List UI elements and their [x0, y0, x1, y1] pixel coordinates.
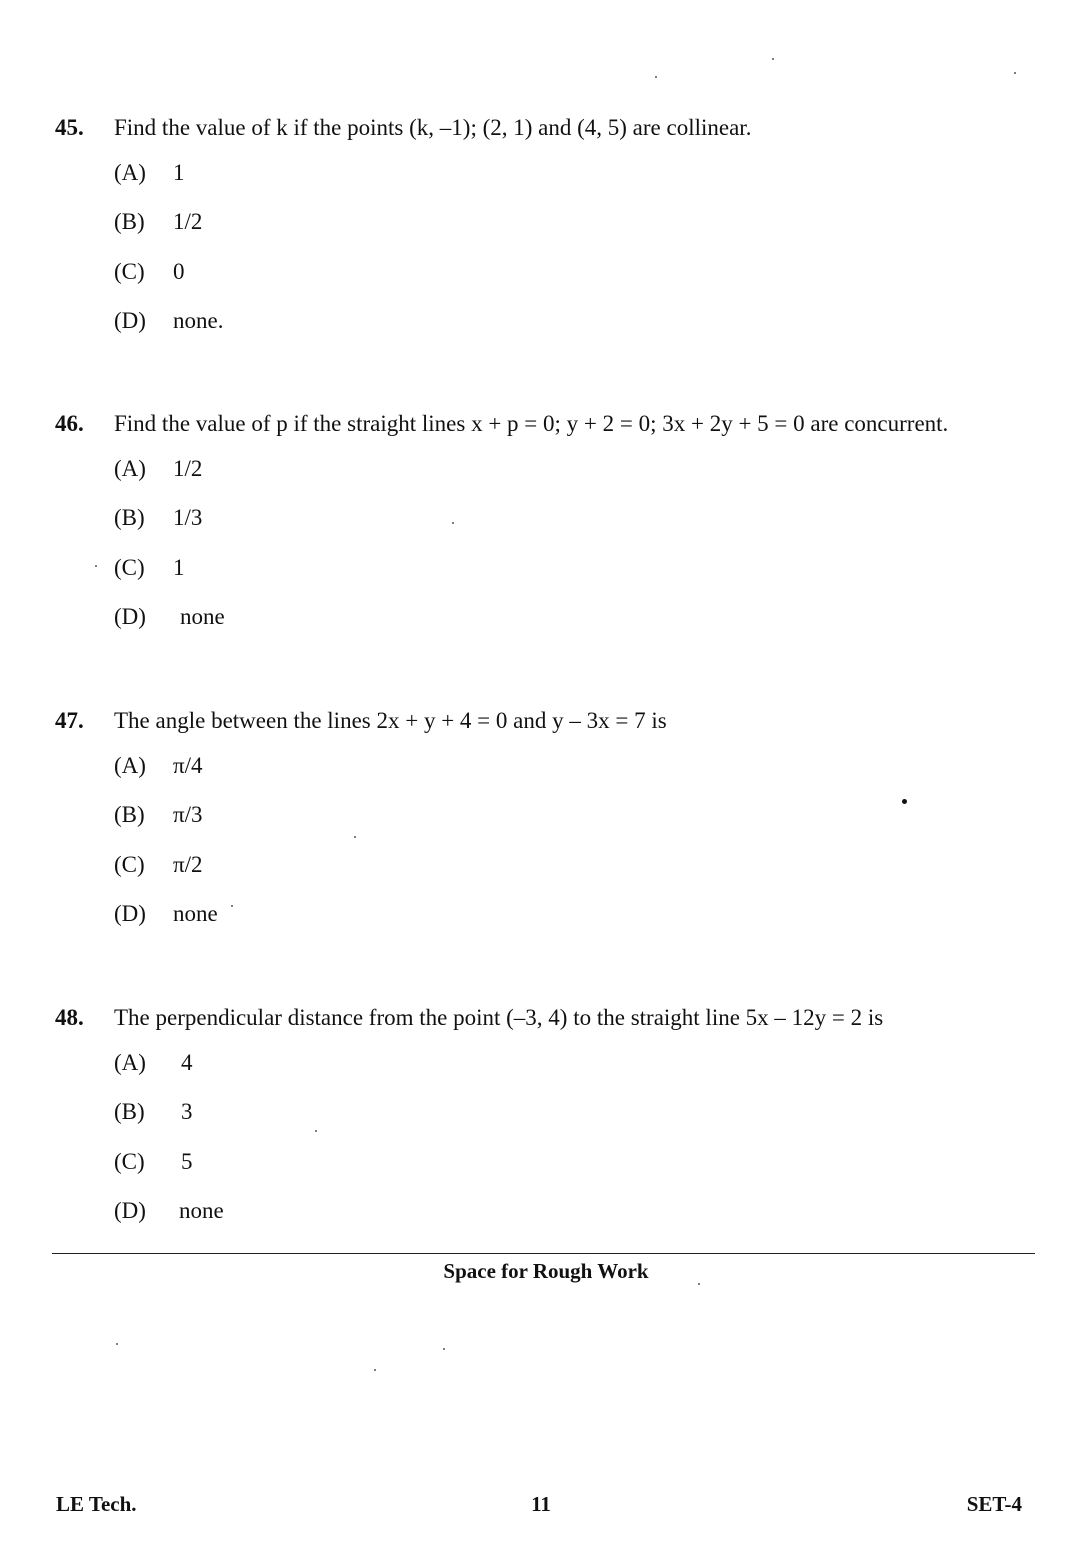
question-text: Find the value of p if the straight lines x + p = 0; y + 2 = 0; 3x + 2y + 5 = 0 are concurrent. — [114, 411, 949, 436]
scan-speck — [315, 1130, 317, 1132]
option-a — [55, 1047, 1045, 1096]
scan-speck — [116, 1343, 118, 1345]
option-label: (D) — [114, 307, 146, 333]
question-number: 46. — [55, 411, 84, 436]
option-value: 5 — [181, 1148, 193, 1174]
option-c — [55, 256, 1045, 305]
question-47 — [55, 705, 1045, 942]
option-label: (C) — [114, 1148, 145, 1174]
scan-dot — [902, 799, 907, 804]
option-c — [55, 1146, 1045, 1195]
option-label: (A) — [114, 1050, 146, 1075]
option-label: (B) — [114, 802, 145, 828]
option-value: π/4 — [173, 753, 203, 778]
option-value: none. — [173, 307, 224, 333]
footer-exam-name: LE Tech. — [56, 1492, 137, 1516]
scan-speck — [443, 1348, 445, 1350]
option-c — [55, 552, 1045, 601]
section-divider — [52, 1253, 1035, 1254]
scan-speck — [231, 905, 233, 907]
option-label: (C) — [114, 258, 145, 284]
option-value: 1/3 — [173, 505, 203, 531]
scan-speck — [354, 836, 356, 838]
question-45 — [55, 112, 1045, 349]
option-value: π/3 — [173, 802, 203, 828]
option-value: none — [180, 603, 225, 629]
scan-speck — [452, 522, 454, 524]
question-number: 45. — [55, 115, 84, 140]
option-d — [55, 305, 1045, 354]
question-48 — [55, 1002, 1045, 1239]
scan-speck — [95, 565, 97, 567]
option-value: 3 — [181, 1099, 193, 1125]
option-b — [55, 502, 1045, 551]
option-value: 1/2 — [173, 209, 203, 235]
option-value: 1/2 — [173, 456, 203, 481]
option-label: (C) — [114, 851, 145, 877]
option-c — [55, 849, 1045, 898]
option-d — [55, 898, 1045, 947]
option-a — [55, 750, 1045, 799]
option-value: 1 — [173, 554, 185, 580]
option-b — [55, 799, 1045, 848]
option-label: (A) — [114, 456, 146, 481]
question-46 — [55, 408, 1045, 645]
option-label: (A) — [114, 160, 146, 185]
option-d — [55, 1195, 1045, 1244]
option-value: 0 — [173, 258, 185, 284]
question-text: Find the value of k if the points (k, –1); (2, 1) and (4, 5) are collinear. — [114, 115, 752, 140]
option-label: (B) — [114, 505, 145, 531]
option-b — [55, 206, 1045, 255]
option-value: 1 — [173, 160, 185, 185]
option-value: 4 — [181, 1050, 193, 1075]
option-label: (B) — [114, 209, 145, 235]
option-label: (B) — [114, 1099, 145, 1125]
option-label: (D) — [114, 1197, 146, 1223]
question-number: 47. — [55, 708, 84, 733]
rough-work-heading: Space for Rough Work — [443, 1259, 649, 1283]
option-value: none — [179, 1197, 224, 1223]
option-b — [55, 1096, 1045, 1145]
scan-speck — [1014, 72, 1016, 74]
question-number: 48. — [55, 1005, 84, 1030]
option-label: (C) — [114, 554, 145, 580]
option-label: (A) — [114, 753, 146, 778]
option-label: (D) — [114, 603, 146, 629]
footer-set-code: SET-4 — [966, 1492, 1022, 1516]
question-text: The angle between the lines 2x + y + 4 = 0 and y – 3x = 7 is — [114, 708, 667, 733]
option-a — [55, 157, 1045, 206]
question-text: The perpendicular distance from the point (–3, 4) to the straight line 5x – 12y = 2 is — [114, 1005, 884, 1030]
scan-speck — [698, 1283, 700, 1285]
option-label: (D) — [114, 900, 146, 926]
option-value: π/2 — [173, 851, 203, 877]
option-d — [55, 601, 1045, 650]
option-a — [55, 453, 1045, 502]
scan-speck — [655, 76, 657, 78]
scan-speck — [374, 1369, 376, 1371]
scan-speck — [772, 58, 774, 60]
option-value: none — [173, 900, 218, 926]
footer-page-number: 11 — [531, 1492, 551, 1516]
